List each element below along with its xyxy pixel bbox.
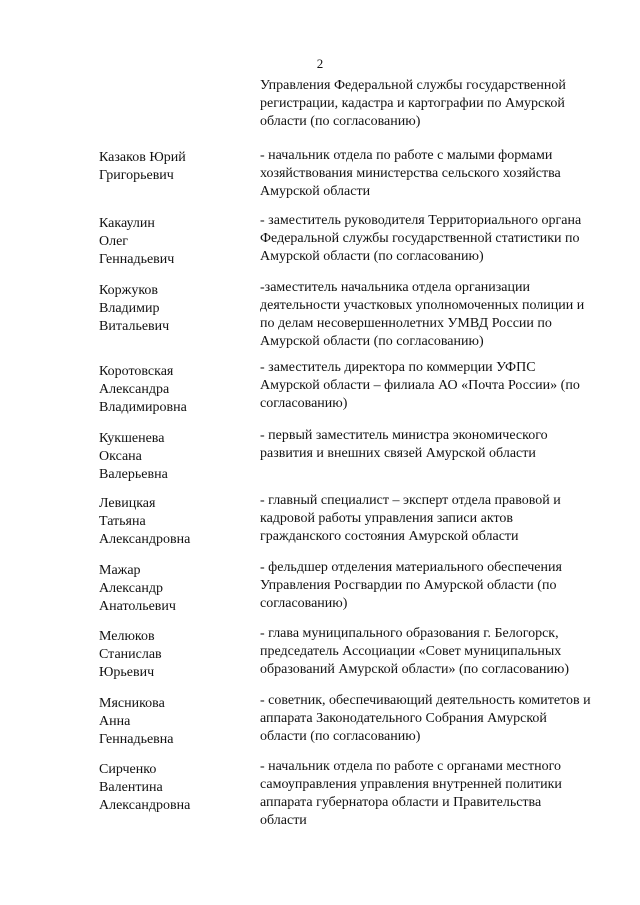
member-name-line: Станислав xyxy=(99,647,162,662)
intro-line: области (по согласованию) xyxy=(260,114,421,129)
member-position-line: - заместитель руководителя Территориального органа xyxy=(260,213,582,228)
page-number: 2 xyxy=(316,56,324,71)
member-name-line: Григорьевич xyxy=(99,168,174,183)
member-position-line: аппарата губернатора области и Правительства xyxy=(260,795,542,810)
intro-line: регистрации, кадастра и картографии по Амурской xyxy=(260,96,565,111)
member-name-line: Валерьевна xyxy=(99,467,168,482)
member-position-line: Амурской области (по согласованию) xyxy=(260,249,484,264)
member-name-line: Александровна xyxy=(99,532,191,547)
member-position-line: Амурской области (по согласованию) xyxy=(260,334,484,349)
member-position-line: - заместитель директора по коммерции УФПС xyxy=(260,360,536,375)
member-position-line: Амурской области xyxy=(260,184,371,199)
member-name-line: Анатольевич xyxy=(99,599,176,614)
member-position-line: -заместитель начальника отдела организации xyxy=(260,280,530,295)
member-position-line: деятельности участковых уполномоченных полиции и xyxy=(260,298,585,313)
member-position-line: области xyxy=(260,813,307,828)
member-name-line: Александровна xyxy=(99,798,191,813)
member-position-line: аппарата Законодательного Собрания Амурской xyxy=(260,711,547,726)
member-position-line: Управления Росгвардии по Амурской области (по xyxy=(260,578,557,593)
member-position-line: кадровой работы управления записи актов xyxy=(260,511,513,526)
member-position-line: самоуправления управления внутренней политики xyxy=(260,777,562,792)
member-position-line: - советник, обеспечивающий деятельность комитетов и xyxy=(260,693,591,708)
member-position-line: хозяйствования министерства сельского хозяйства xyxy=(260,166,561,181)
member-position-line: гражданского состояния Амурской области xyxy=(260,529,519,544)
member-name-line: Казаков Юрий xyxy=(99,150,186,165)
member-position-line: области (по согласованию) xyxy=(260,729,421,744)
member-name-line: Кукшенева xyxy=(99,431,165,446)
member-name-line: Владимировна xyxy=(99,400,187,415)
member-name-line: Геннадьевна xyxy=(99,732,174,747)
member-position-line: по делам несовершеннолетних УМВД России по xyxy=(260,316,552,331)
member-position-line: согласованию) xyxy=(260,596,348,611)
member-name-line: Владимир xyxy=(99,301,160,316)
member-position-line: Амурской области – филиала АО «Почта России» (по xyxy=(260,378,580,393)
member-position-line: - фельдшер отделения материального обеспечения xyxy=(260,560,562,575)
member-position-line: развития и внешних связей Амурской области xyxy=(260,446,536,461)
member-name-line: Анна xyxy=(99,714,131,729)
member-position-line: - глава муниципального образования г. Белогорск, xyxy=(260,626,559,641)
member-name-line: Какаулин xyxy=(99,216,155,231)
member-name-line: Александр xyxy=(99,581,163,596)
member-position-line: образований Амурской области» (по согласованию) xyxy=(260,662,570,677)
member-name-line: Оксана xyxy=(99,449,142,464)
member-position-line: согласованию) xyxy=(260,396,348,411)
member-position-line: председатель Ассоциации «Совет муниципальных xyxy=(260,644,562,659)
member-name-line: Олег xyxy=(99,234,129,249)
member-name-line: Витальевич xyxy=(99,319,170,334)
member-position-line: - главный специалист – эксперт отдела правовой и xyxy=(260,493,561,508)
member-name-line: Коржуков xyxy=(99,283,159,298)
member-name-line: Александра xyxy=(99,382,170,397)
intro-line: Управления Федеральной службы государственной xyxy=(260,78,566,93)
member-name-line: Мажар xyxy=(99,563,141,578)
member-name-line: Коротовская xyxy=(99,364,174,379)
member-position-line: - начальник отдела по работе с органами местного xyxy=(260,759,561,774)
member-name-line: Юрьевич xyxy=(99,665,155,680)
member-name-line: Геннадьевич xyxy=(99,252,175,267)
member-position-line: - начальник отдела по работе с малыми формами xyxy=(260,148,553,163)
member-name-line: Мясникова xyxy=(99,696,165,711)
member-position-line: - первый заместитель министра экономического xyxy=(260,428,548,443)
member-name-line: Валентина xyxy=(99,780,163,795)
member-name-line: Сирченко xyxy=(99,762,157,777)
member-position-line: Федеральной службы государственной статистики по xyxy=(260,231,580,246)
member-name-line: Мелюков xyxy=(99,629,155,644)
member-name-line: Левицкая xyxy=(99,496,156,511)
member-name-line: Татьяна xyxy=(99,514,146,529)
